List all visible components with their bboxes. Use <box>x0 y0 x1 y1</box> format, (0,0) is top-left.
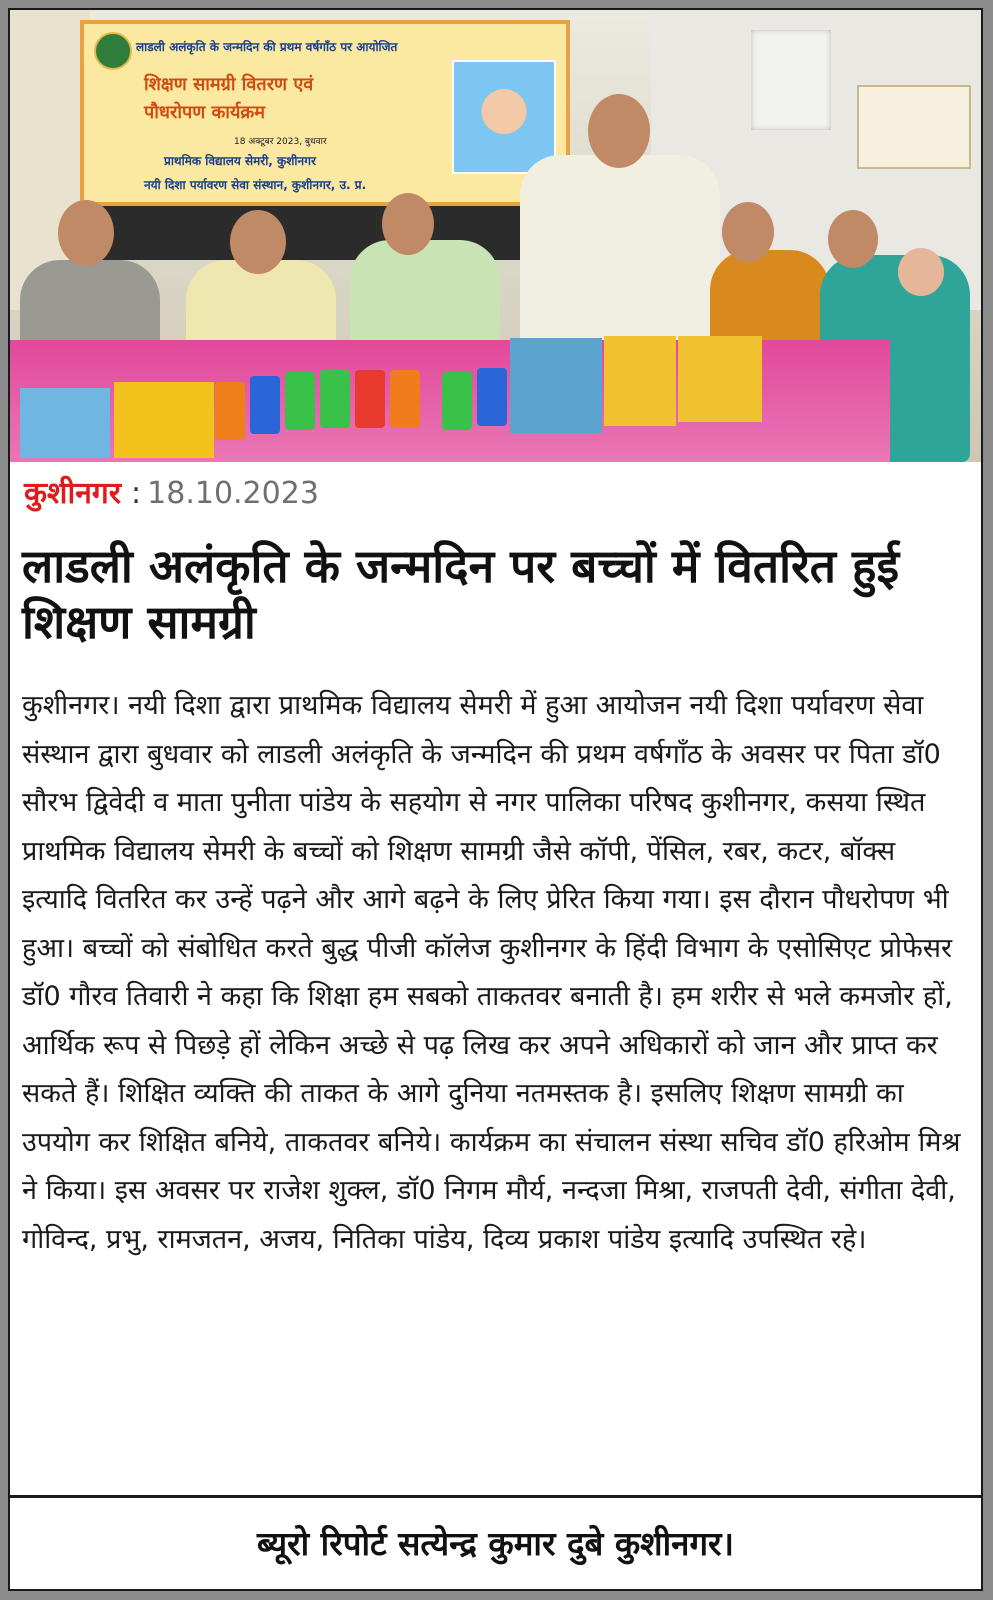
footer <box>10 1495 981 1589</box>
person-1-head <box>58 200 114 266</box>
pencil-box <box>477 368 507 426</box>
wall-niche <box>751 30 831 130</box>
notebook-stack-1 <box>20 388 110 458</box>
child-head <box>898 248 944 296</box>
dateline-separator: : <box>131 476 142 511</box>
pencil-box <box>215 382 245 440</box>
banner-line-4: 18 अक्टूबर 2023, बुधवार <box>234 137 327 147</box>
person-2-head <box>230 210 286 274</box>
pencil-box <box>390 370 420 428</box>
baby-photo <box>452 60 556 174</box>
person-4 <box>520 155 720 355</box>
pencil-box <box>320 370 350 428</box>
headline: लाडली अलंकृति के जन्मदिन पर बच्चों में वितरित हुई शिक्षण सामग्री <box>22 539 900 649</box>
dateline-place: कुशीनगर <box>24 476 122 511</box>
notebook-stack-4 <box>604 336 676 426</box>
dateline <box>24 474 319 514</box>
news-card <box>8 8 983 1591</box>
bureau-credit: ब्यूरो रिपोर्ट सत्येन्द्र कुमार दुबे कुशीनगर। <box>256 1524 735 1563</box>
banner-line-5: प्राथमिक विद्यालय सेमरी, कुशीनगर <box>164 154 316 168</box>
event-banner <box>80 20 570 206</box>
pencil-box <box>250 376 280 434</box>
wall-chart <box>857 85 971 169</box>
article-body: कुशीनगर। नयी दिशा द्वारा प्राथमिक विद्यालय सेमरी में हुआ आयोजन नयी दिशा पर्यावरण सेवा संस्थान द्वारा बुधवार को लाडली अलंकृति के जन्मदिन की प्रथम वर्षगाँठ के अवसर पर पिता डॉ0 सौरभ द्विवेदी व माता पुनीता पांडेय के सहयोग से नगर पालिका परिषद कुशीनगर, कसया स्थित प्राथमिक विद्यालय सेमरी के बच्चों को शिक्षण सामग्री जैसे कॉपी, पेंसिल, रबर, कटर, बॉक्स इत्यादि वितरित कर उन्हें पढ़ने और आगे बढ़ने के लिए प्रेरित किया गया। इस दौरान पौधरोपण भी हुआ। बच्चों को संबोधित करते बुद्ध पीजी कॉलेज कुशीनगर के हिंदी विभाग के एसोसिएट प्रोफेसर डॉ0 गौरव तिवारी ने कहा कि शिक्षा हम सबको ताकतवर बनाती है। हम शरीर से भले कमजोर हों, आर्थिक रूप से पिछड़े हों लेकिन अच्छे से पढ़ लिख कर अपने अधिकारों को जान और प्राप्त कर सकते हैं। शिक्षित व्यक्ति की ताकत के आगे दुनिया नतमस्तक है। इसलिए शिक्षण सामग्री का उपयोग कर शिक्षित बनिये, ताकतवर बनिये। कार्यक्रम का संचालन संस्था सचिव डॉ0 हरिओम मिश्र ने किया। इस अवसर पर राजेश शुक्ल, डॉ0 निगम मौर्य, नन्दजा मिश्रा, राजपती देवी, संगीता देवी, गोविन्द, प्रभु, रामजतन, अजय, नितिका पांडेय, दिव्य प्रकाश पांडेय इत्यादि उपस्थित रहे। <box>22 690 961 1255</box>
person-5-head <box>722 202 774 262</box>
dateline-date: 18.10.2023 <box>147 476 319 511</box>
person-4-head <box>588 94 650 168</box>
person-3-head <box>382 193 434 255</box>
pencil-box <box>442 372 472 430</box>
notebook-stack-3 <box>510 338 602 433</box>
banner-line-3: पौधरोपण कार्यक्रम <box>144 102 265 123</box>
pencil-box <box>285 372 315 430</box>
banner-line-2: शिक्षण सामग्री वितरण एवं <box>144 74 314 95</box>
person-6-head <box>828 210 878 268</box>
organisation-logo-icon <box>94 32 132 70</box>
notebook-stack-5 <box>678 336 762 422</box>
banner-line-1: लाडली अलंकृति के जन्मदिन की प्रथम वर्षगाँठ पर आयोजित <box>136 40 398 54</box>
notebook-stack-2 <box>114 382 214 458</box>
banner-line-6: नयी दिशा पर्यावरण सेवा संस्थान, कुशीनगर, उ. प्र. <box>144 178 367 192</box>
person-3 <box>350 240 500 350</box>
event-photo <box>10 10 981 462</box>
pencil-box <box>355 370 385 428</box>
